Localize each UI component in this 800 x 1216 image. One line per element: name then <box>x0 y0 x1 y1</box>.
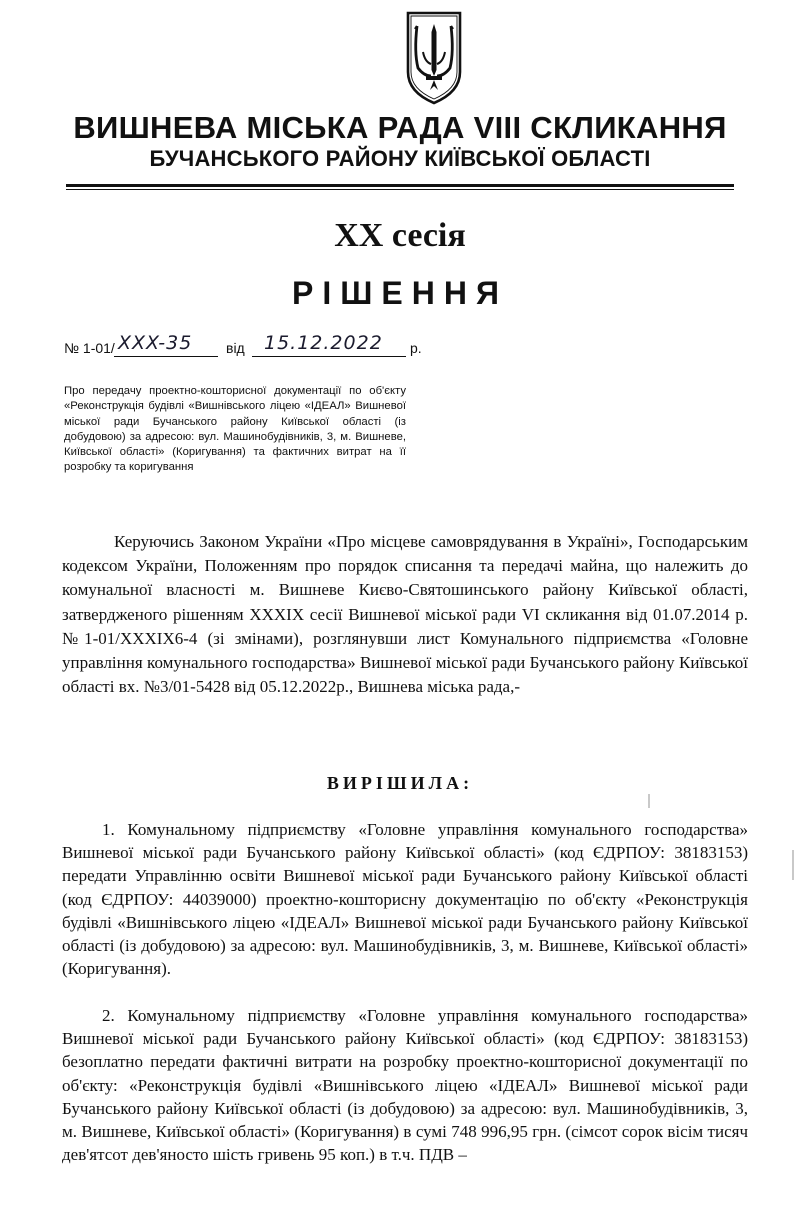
header-divider-thick <box>66 184 734 187</box>
decision-number-line <box>64 334 444 360</box>
date-label: від <box>226 340 245 356</box>
year-suffix: р. <box>410 340 422 356</box>
date-underline <box>252 356 406 357</box>
number-prefix: № 1-01/ <box>64 340 115 356</box>
number-handwritten: XXX-35 <box>118 332 193 354</box>
decision-item-2: 2. Комунальному підприємству «Головне управління комунального господарства» Вишневої міської ради Бучанського району Київської області» (код ЄДРПОУ: 38183153) безоплатно передати фактичні витрати на розробку проектно-кошторисної документації по об'єкту: «Реконструкція будівлі «Вишнівського ліцею «ІДЕАЛ» Вишневої міської ради Бучанського району Київської області (із добудовою) за адресою: вул. Машинобудівників, 3, м. Вишневе, Київської області» (Коригування) в сумі 748 996,95 грн. (сімсот сорок вісім тисяч дев'ятсот дев'яносто шість гривень 95 коп.) в т.ч. ПДВ – <box>62 1006 748 1165</box>
council-name: ВИШНЕВА МІСЬКА РАДА VIII СКЛИКАННЯ <box>73 110 727 145</box>
preamble-paragraph: Керуючись Законом України «Про місцеве самоврядування в Україні», Господарським кодексом України, Положенням про порядок списання та передачі майна, що належить до комунальної власності м. Вишневе Києво-Святошинського району Київської області, затвердженого рішенням ХХХІХ сесії Вишневої міської ради VI скликання від 01.07.2014 р. №1-01/ХХХІХ6-4 (зі змінами), розглянувши лист Комунального підприємства «Головне управління комунального господарства» Вишневої міської ради Бучанського району Київської області вх. №3/01-5428 від 05.12.2022р., Вишнева міська рада,- <box>62 532 748 697</box>
header-divider-thin <box>66 189 734 190</box>
decision-title: РІШЕННЯ <box>292 275 508 311</box>
decision-subject: Про передачу проектно-кошторисної документації по об'єкту «Реконструкція будівлі «Вишнівського ліцею «ІДЕАЛ» Вишневої міської ради Бучанського району Київської області (із добудовою) за адресою: вул. Машинобудівників, 3, м. Вишневе, Київської області» (Коригування) та фактичних витрат на її розробку та коригування <box>64 385 406 474</box>
date-handwritten: 15.12.2022 <box>264 332 383 354</box>
number-underline <box>114 356 218 357</box>
session-title: XX сесія <box>334 217 466 254</box>
district-name: БУЧАНСЬКОГО РАЙОНУ КИЇВСЬКОЇ ОБЛАСТІ <box>149 146 651 171</box>
scan-smudge <box>648 794 650 808</box>
scan-smudge <box>792 850 794 880</box>
decision-item-1: 1. Комунальному підприємству «Головне управління комунального господарства» Вишневої міської ради Бучанського району Київської області» (код ЄДРПОУ: 38183153) передати Управлінню освіти Вишневої міської ради Бучанського району Київської області (код ЄДРПОУ: 44039000) проектно-кошторисну документацію по об'єкту «Реконструкція будівлі «Вишнівського ліцею «ІДЕАЛ» Вишневої міської ради Бучанського району Київської області (із добудовою) за адресою: вул. Машинобудівників, 3, м. Вишневе, Київської області» (Коригування). <box>62 820 748 979</box>
resolved-heading: ВИРІШИЛА: <box>326 773 474 793</box>
trident-coat-of-arms-icon <box>404 10 464 106</box>
